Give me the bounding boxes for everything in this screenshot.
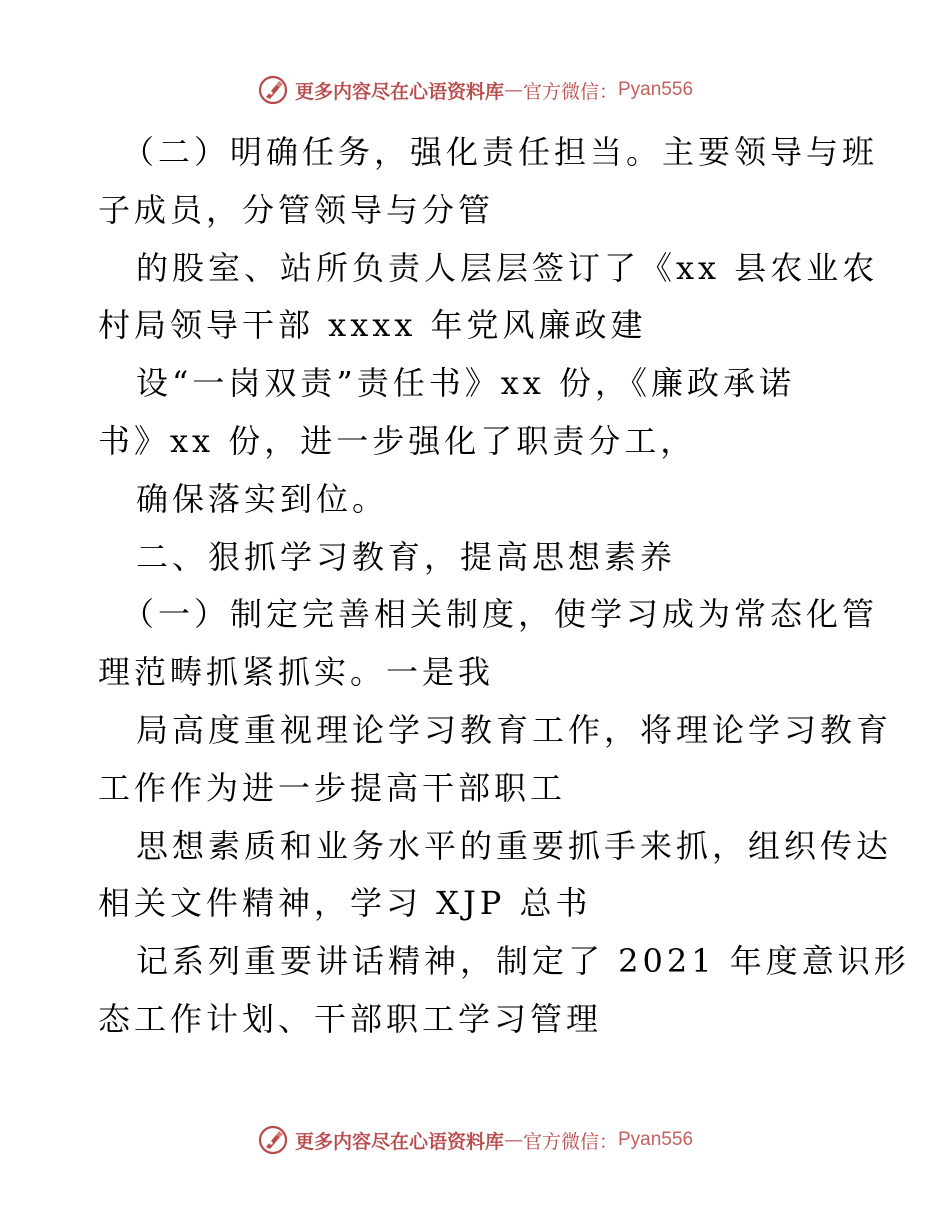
- banner-main-text: 更多内容尽在心语资料库: [294, 1130, 504, 1153]
- header-banner: [0, 70, 950, 110]
- pen-nib-logo-icon: [257, 74, 289, 106]
- body-line: 记系列重要讲话精神，制定了 2021 年度意识形: [136, 942, 910, 981]
- body-line: 局高度重视理论学习教育工作，将理论学习教育: [136, 710, 893, 749]
- body-line: 设“一岗双责”责任书》xx 份，《廉政承诺: [136, 364, 795, 403]
- body-line: 态工作计划、干部职工学习管理: [98, 999, 603, 1038]
- section-heading: 二、狠抓学习教育，提高思想素养: [136, 537, 677, 576]
- body-line: 理范畴抓紧抓实。一是我: [98, 653, 495, 692]
- banner-main-text: 更多内容尽在心语资料库: [294, 80, 504, 103]
- banner-wechat-id: Pyan556: [618, 79, 694, 100]
- document-body: [98, 124, 910, 1049]
- body-line: 工作作为进一步提高干部职工: [98, 768, 567, 807]
- body-line: 确保落实到位。: [136, 479, 389, 518]
- body-line: 的股室、站所负责人层层签订了《xx 县农业农: [136, 248, 879, 287]
- body-line: 思想素质和业务水平的重要抓手来抓，组织传达: [136, 826, 893, 865]
- banner-wechat-id: Pyan556: [618, 1129, 694, 1150]
- banner-dash: —: [503, 79, 523, 101]
- body-line: 书》xx 份，进一步强化了职责分工，: [98, 421, 697, 460]
- footer-banner: [0, 1120, 950, 1160]
- body-line: （一）制定完善相关制度，使学习成为常态化管: [122, 595, 879, 634]
- banner-wechat-label: 官方微信：: [522, 80, 618, 103]
- pen-nib-logo-icon: [257, 1124, 289, 1156]
- body-line: （二）明确任务，强化责任担当。主要领导与班: [122, 133, 879, 171]
- body-line: 子成员，分管领导与分管: [98, 190, 495, 229]
- banner-dash: —: [503, 1129, 523, 1151]
- body-line: 村局领导干部 xxxx 年党风廉政建: [98, 306, 647, 345]
- banner-wechat-label: 官方微信：: [522, 1130, 618, 1153]
- body-line: 相关文件精神，学习 XJP 总书: [98, 884, 592, 923]
